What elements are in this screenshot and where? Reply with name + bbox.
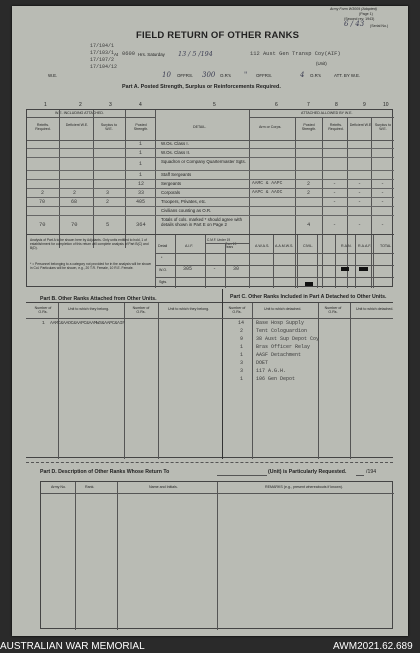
part-c-header: Unit to which detached. bbox=[356, 307, 394, 311]
part-c-number: 9 bbox=[240, 336, 244, 342]
separator-line bbox=[26, 462, 393, 463]
col-number: 4 bbox=[139, 102, 142, 108]
table-row bbox=[27, 158, 394, 171]
unit-value: 112 Aust Gen Transp Coy(AIF) bbox=[250, 51, 341, 57]
left-code: 17/103/1 bbox=[90, 50, 115, 56]
form-sheet bbox=[12, 6, 408, 636]
att-deficient-cell: - bbox=[358, 190, 362, 196]
hrs-label: Hrs. Saturday bbox=[138, 52, 165, 57]
part-c-number: 2 bbox=[240, 328, 244, 334]
or-value-2: 4 bbox=[300, 71, 305, 79]
deficient-total: 70 bbox=[71, 222, 78, 228]
detail-cell: Civilians counting as O.R. bbox=[161, 208, 212, 213]
part-c-number: 1 bbox=[240, 344, 244, 350]
col-number: 2 bbox=[79, 102, 82, 108]
analysis-header: C.M.F. Under 19 bbox=[207, 238, 231, 242]
part-c-header: Number of O.Rs. bbox=[228, 306, 246, 314]
analysis-row-label: Sgts. bbox=[159, 280, 168, 284]
caption-left: AUSTRALIAN WAR MEMORIAL bbox=[0, 641, 145, 652]
redaction-mark bbox=[359, 267, 368, 271]
col-number: 6 bbox=[275, 102, 278, 108]
analysis-u19: - bbox=[213, 266, 217, 272]
posted-strength-cell: 1 bbox=[139, 141, 143, 147]
part-d-header: Name and Initials. bbox=[149, 485, 178, 489]
reinfts-cell: 2 bbox=[41, 190, 45, 196]
att-deficient-cell: - bbox=[358, 181, 362, 187]
col-number: 5 bbox=[213, 102, 216, 108]
col-number: 7 bbox=[307, 102, 310, 108]
att-posted-total: 4 bbox=[307, 222, 311, 228]
col-number: 1 bbox=[44, 102, 47, 108]
table-row bbox=[27, 189, 394, 198]
header-cell: Surplus to W.E. bbox=[100, 123, 118, 131]
analysis-header: Detail bbox=[158, 244, 168, 248]
surplus-cell: 2 bbox=[106, 199, 110, 205]
table-row bbox=[27, 149, 394, 158]
part-d-date-tail: /194 bbox=[366, 469, 377, 475]
part-c-unit: AASF Detachment bbox=[256, 352, 302, 358]
analysis-header: A.I.F. bbox=[185, 244, 194, 248]
offrs-label-1: OFFRS. bbox=[177, 73, 194, 78]
att-deficient-total: - bbox=[358, 222, 362, 228]
analysis-row-label: * bbox=[161, 256, 163, 260]
we-label: W.E. bbox=[48, 73, 58, 78]
table-row bbox=[27, 207, 394, 216]
part-d-table bbox=[40, 481, 393, 629]
header-cell: Reinfts. Required. bbox=[328, 123, 344, 131]
analysis-header: R.A.A.F. bbox=[358, 244, 372, 248]
deficient-cell: 68 bbox=[71, 199, 78, 205]
analysis-header: CIVIL. bbox=[303, 244, 313, 248]
att-surplus-cell: - bbox=[381, 199, 385, 205]
analysis-header: Over 19 Years bbox=[225, 242, 237, 250]
table-row bbox=[27, 171, 394, 180]
header-cell: Arm or Corps. bbox=[259, 125, 282, 129]
form-reference-3: (Second rev. 1943) bbox=[344, 17, 375, 21]
at-label: At bbox=[114, 52, 119, 57]
date-value: 13 / 5 /194 bbox=[178, 50, 213, 58]
part-a-title: Part A. Posted Strength, Surplus or Reinforcements Required. bbox=[122, 84, 281, 90]
part-b-number: 1 bbox=[42, 321, 45, 326]
part-c-unit: Bras Officer Relay bbox=[256, 344, 311, 350]
header-cell: Deficient W.E. bbox=[349, 123, 373, 127]
detail-cell: Troopers, Privates, etc. bbox=[161, 199, 207, 204]
att-posted-cell: 2 bbox=[307, 190, 311, 196]
form-title: FIELD RETURN OF OTHER RANKS bbox=[136, 30, 300, 41]
offrs-label-2: OFFRS. bbox=[256, 73, 273, 78]
detail-cell: W.Os. Class II. bbox=[161, 150, 191, 155]
offrs-value-1: 10 bbox=[162, 71, 171, 79]
part-c-unit: DOET bbox=[256, 360, 269, 366]
detail-cell: Staff Sergeants bbox=[161, 172, 192, 177]
col-number: 9 bbox=[363, 102, 366, 108]
part-d-title-mid: (Unit) is Particularly Requested. bbox=[268, 469, 347, 475]
table-row bbox=[27, 198, 394, 207]
part-c-unit: 106 Gen Depot bbox=[256, 376, 296, 382]
form-reference-2: (Page 1) bbox=[359, 12, 373, 16]
unit-label: (Unit) bbox=[316, 61, 327, 66]
caption-right: AWM2021.62.689 bbox=[333, 641, 413, 652]
part-c-number: 3 bbox=[240, 368, 244, 374]
redaction-mark bbox=[305, 282, 313, 286]
att-reinfts-cell: - bbox=[333, 190, 337, 196]
part-c-unit: 117 A.G.H. bbox=[256, 368, 287, 374]
totals-detail: Totals of cols. marked * should agree with details shown in Part E on Page 2 bbox=[161, 217, 243, 227]
analysis-grid bbox=[155, 235, 394, 288]
posted-strength-cell: 33 bbox=[138, 190, 145, 196]
posted-strength-cell: 1 bbox=[139, 150, 143, 156]
att-deficient-cell: - bbox=[358, 199, 362, 205]
serial-number-value: 6 / 43 bbox=[344, 20, 365, 28]
att-surplus-cell: - bbox=[381, 190, 385, 196]
left-code: 17/104/12 bbox=[90, 64, 118, 70]
part-b-unit: AAMC&AAOC&AAPC&AAMWS&AAPC&AIF bbox=[50, 321, 125, 326]
or-value-1: 300 bbox=[202, 71, 216, 79]
part-d-title: Part D. Description of Other Ranks Whose Return To bbox=[40, 469, 170, 475]
totals-row bbox=[27, 216, 394, 235]
part-b-header: Number of O.Rs. bbox=[34, 306, 52, 314]
table-row bbox=[27, 140, 394, 149]
surplus-total: 5 bbox=[106, 222, 110, 228]
part-b-header: Unit to which they belong. bbox=[168, 307, 210, 311]
reinfts-cell: 70 bbox=[39, 199, 46, 205]
left-code: 17/104/1 bbox=[90, 43, 115, 49]
header-cell: Reinfts. Required. bbox=[35, 123, 51, 131]
group-header-right: ATTACHED ALLOWED BY W.E. bbox=[301, 111, 353, 115]
detail-cell: Squadron or Company Quartermaster Sgts. bbox=[161, 159, 246, 164]
part-d-header: Rank. bbox=[85, 485, 95, 489]
posted-strength-cell: 405 bbox=[136, 199, 146, 205]
header-cell: Surplus to W.E. bbox=[374, 123, 392, 131]
posted-total: 364 bbox=[136, 222, 146, 228]
part-d-header: REMARKS (e.g., present whereabouts if known). bbox=[265, 485, 343, 489]
part-c-number: 14 bbox=[238, 320, 245, 326]
part-c-title: Part C. Other Ranks Included in Part A Detached to Other Units. bbox=[230, 294, 387, 300]
part-c-header: Unit to which detached. bbox=[264, 307, 302, 311]
part-c-number: 1 bbox=[240, 376, 244, 382]
part-c-unit: 38 Aust Sup Depot Coy bbox=[256, 336, 320, 342]
arm-cell: AAMC & AAPC bbox=[252, 181, 283, 186]
serial-number-label: (Serial No.) bbox=[370, 24, 389, 28]
col-number: 3 bbox=[109, 102, 112, 108]
form-reference-1: Army Form W3009 (Adapted) bbox=[330, 7, 377, 11]
reinfts-total: 70 bbox=[39, 222, 46, 228]
parts-b-c-table bbox=[26, 302, 393, 458]
time-value: 0600 bbox=[122, 51, 135, 57]
arm-cell: AAPC & AAOC bbox=[252, 190, 283, 195]
att-reinfts-cell: - bbox=[333, 181, 337, 187]
att-posted-cell: 2 bbox=[307, 181, 311, 187]
part-c-number: 1 bbox=[240, 352, 244, 358]
analysis-header: A.A.M.W.S. bbox=[275, 244, 294, 248]
analysis-note: Analysis of Part A to be shown here by Adjutants. Only units entitled to hold, 1 of establishment for completion of this return will complete analysis of Part B(C) and B(D). bbox=[30, 238, 149, 251]
header-cell: Posted Strength. bbox=[301, 123, 317, 131]
left-codes bbox=[90, 43, 117, 71]
or-label-1: O.R's bbox=[220, 73, 231, 78]
or-label-2: O.R's bbox=[310, 73, 321, 78]
analysis-row-label: W.O. bbox=[159, 268, 167, 272]
detail-cell: Corporals bbox=[161, 190, 181, 195]
att-surplus-total: - bbox=[381, 222, 385, 228]
analysis-header: TOTAL bbox=[380, 244, 392, 248]
header-cell: Posted Strength. bbox=[133, 123, 149, 131]
offrs-value-2: " bbox=[244, 71, 248, 79]
col-number: 8 bbox=[335, 102, 338, 108]
part-b-header: Number of O.Rs. bbox=[132, 306, 150, 314]
part-b-title: Part B. Other Ranks Attached from Other Units. bbox=[40, 296, 157, 302]
surplus-cell: 3 bbox=[106, 190, 110, 196]
detail-cell: Sergeants bbox=[161, 181, 182, 186]
redaction-mark bbox=[341, 267, 349, 271]
analysis-o19: 30 bbox=[233, 266, 240, 272]
analysis-note-2: * = Personnel belonging to a category not provided for in the analysis will be shown in Col. Particulars will be shown, e.g., 20 T.R. Female, 10 R.E. Female. bbox=[30, 262, 152, 271]
header-cell: Deficient W.E. bbox=[65, 123, 89, 127]
detail-cell: W.Os. Class I. bbox=[161, 141, 189, 146]
analysis-header: R.A.N. bbox=[341, 244, 352, 248]
col-number: 10 bbox=[383, 102, 389, 108]
part-b-header: Unit to which they belong. bbox=[68, 307, 110, 311]
part-d-header: Army No. bbox=[51, 485, 66, 489]
part-c-unit: Base Hosp Supply bbox=[256, 320, 305, 326]
table-a bbox=[26, 102, 393, 287]
att-surplus-cell: - bbox=[381, 181, 385, 187]
att-reinfts-total: - bbox=[333, 222, 337, 228]
att-reinfts-cell: - bbox=[333, 199, 337, 205]
posted-strength-cell: 1 bbox=[139, 161, 143, 167]
header-cell: DETAIL. bbox=[193, 125, 207, 129]
posted-strength-cell: 1 bbox=[139, 172, 143, 178]
part-c-unit: Tent Cologuardion bbox=[256, 328, 308, 334]
analysis-aif: 305 bbox=[183, 266, 193, 272]
part-c-header: Number of O.Rs. bbox=[324, 306, 342, 314]
table-row bbox=[27, 180, 394, 189]
analysis-header: A.W.A.S. bbox=[255, 244, 270, 248]
att-label: ATT. BY W.E. bbox=[334, 73, 361, 78]
group-header-left: W.E. INCLUDING ATTACHED. bbox=[55, 111, 104, 115]
deficient-cell: 2 bbox=[73, 190, 77, 196]
part-c-number: 3 bbox=[240, 360, 244, 366]
left-code: 17/107/2 bbox=[90, 57, 115, 63]
posted-strength-cell: 12 bbox=[138, 181, 145, 187]
